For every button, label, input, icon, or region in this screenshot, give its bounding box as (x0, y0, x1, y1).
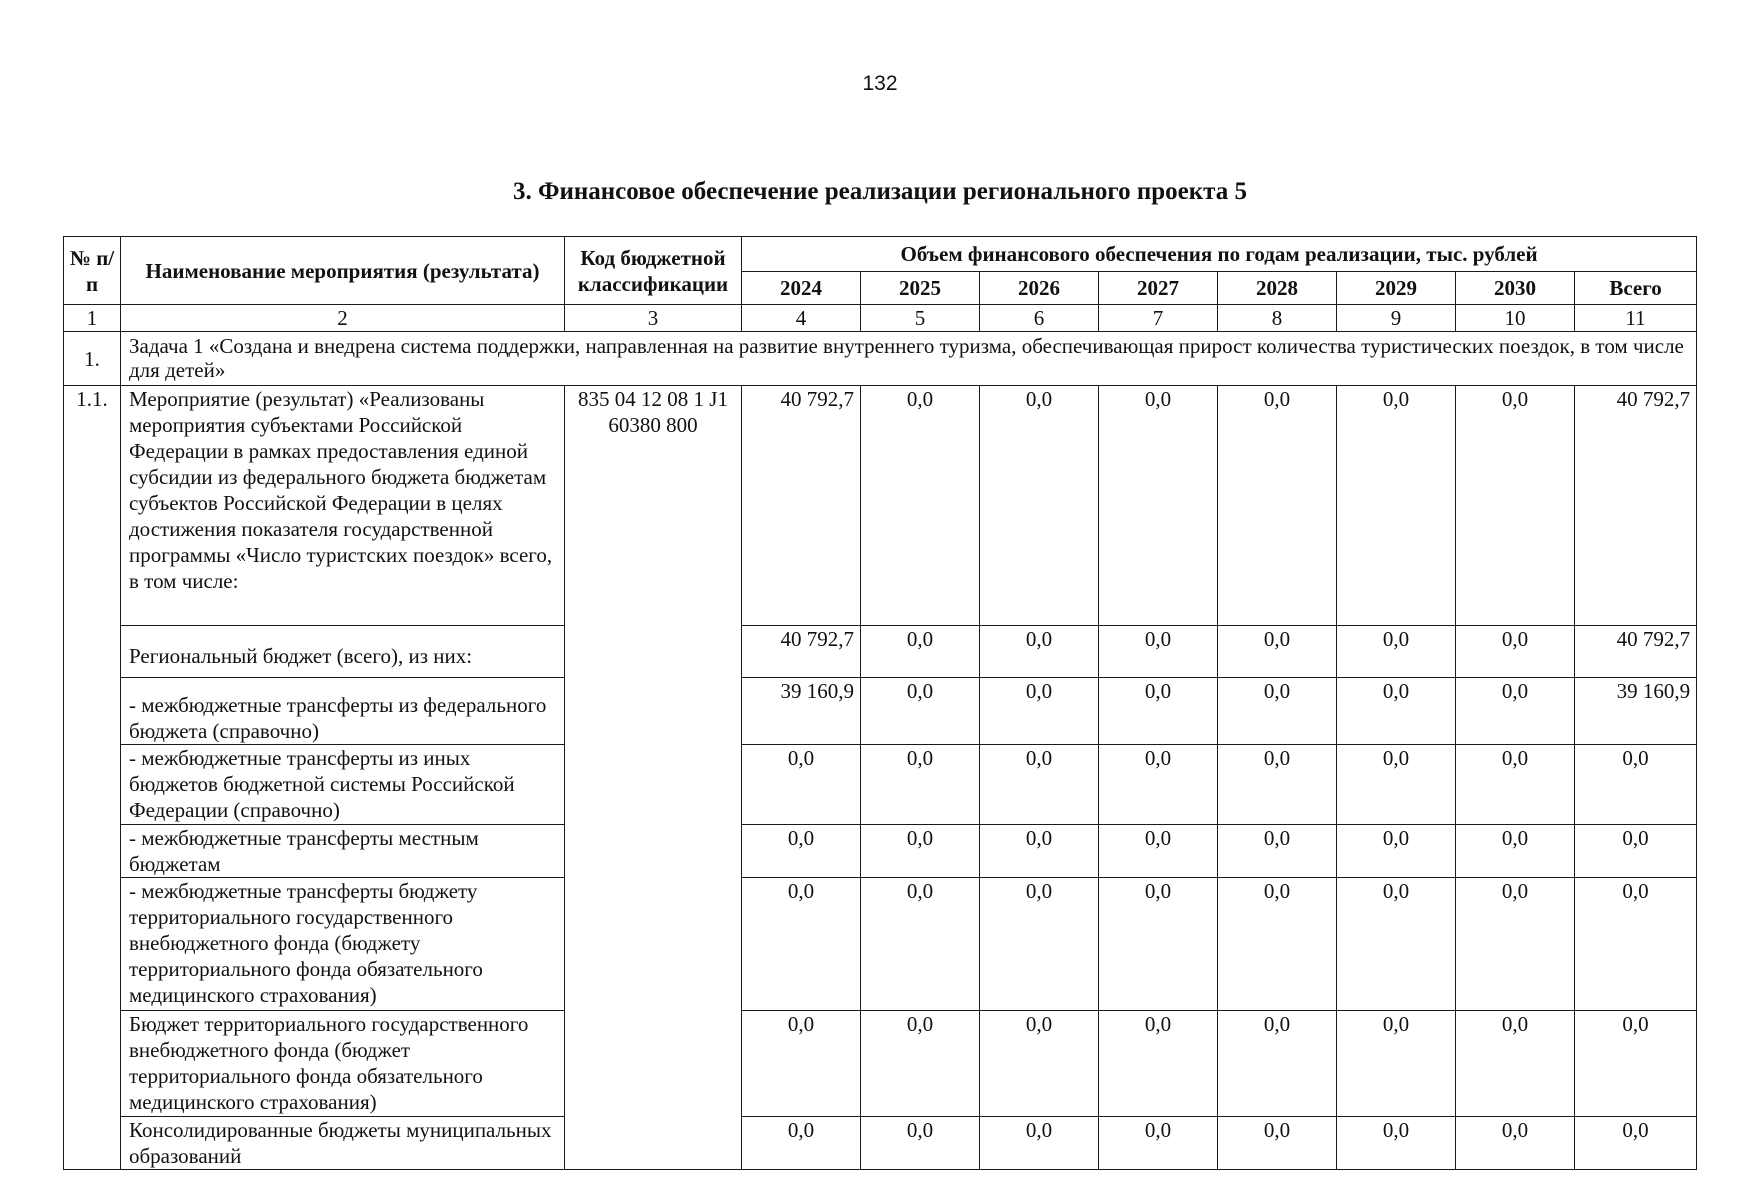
value-cell: 0,0 (980, 678, 1099, 745)
value-cell: 0,0 (1099, 1117, 1218, 1170)
value-cell: 40 792,7 (742, 626, 861, 678)
value-cell: 39 160,9 (742, 678, 861, 745)
column-number: 2 (121, 305, 565, 332)
document-title: 3. Финансовое обеспечение реализации регионального проекта 5 (512, 178, 1248, 205)
header-year: 2027 (1099, 272, 1218, 305)
value-cell: 0,0 (1337, 1011, 1456, 1117)
column-number: 9 (1337, 305, 1456, 332)
value-cell: 0,0 (1218, 678, 1337, 745)
header-year: 2029 (1337, 272, 1456, 305)
table-row (64, 825, 1697, 878)
financing-table (63, 236, 1697, 1170)
value-cell: 0,0 (980, 386, 1099, 626)
value-cell: 0,0 (1575, 878, 1697, 1011)
value-cell: 0,0 (1218, 825, 1337, 878)
column-number: 4 (742, 305, 861, 332)
task-text: Задача 1 «Создана и внедрена система поддержки, направленная на развитие внутреннего туризма, обеспечивающая прирост количества туристических поездок, в том числе для детей» (121, 332, 1697, 386)
value-cell: 0,0 (1575, 745, 1697, 825)
table-row (64, 678, 1697, 745)
row-name: Бюджет территориального государственного внебюджетного фонда (бюджет территориального фонда обязательного медицинского страхования) (121, 1011, 565, 1117)
value-cell: 0,0 (1218, 745, 1337, 825)
value-cell: 0,0 (1218, 1011, 1337, 1117)
value-cell: 0,0 (742, 1117, 861, 1170)
value-cell: 0,0 (980, 626, 1099, 678)
budget-code: 835 04 12 08 1 J1 60380 800 (565, 386, 742, 1170)
value-cell: 0,0 (1337, 878, 1456, 1011)
value-cell: 0,0 (861, 1011, 980, 1117)
value-cell: 0,0 (861, 878, 980, 1011)
column-number: 11 (1575, 305, 1697, 332)
value-cell: 0,0 (1337, 678, 1456, 745)
header-total: Всего (1575, 272, 1697, 305)
value-cell: 40 792,7 (1575, 386, 1697, 626)
value-cell: 0,0 (1337, 825, 1456, 878)
value-cell: 0,0 (1099, 1011, 1218, 1117)
task-number: 1. (64, 332, 121, 386)
row-name: - межбюджетные трансферты из федерального бюджета (справочно) (121, 678, 565, 745)
header-year: 2030 (1456, 272, 1575, 305)
value-cell: 0,0 (742, 825, 861, 878)
column-number: 8 (1218, 305, 1337, 332)
value-cell: 0,0 (861, 1117, 980, 1170)
value-cell: 0,0 (1456, 878, 1575, 1011)
row-name: - межбюджетные трансферты бюджету территориального государственного внебюджетного фонда (бюджету территориального фонда обязательного медицинского страхования) (121, 878, 565, 1011)
header-code: Код бюджетной классификации (565, 237, 742, 305)
value-cell: 0,0 (1218, 386, 1337, 626)
table-row (64, 386, 1697, 626)
row-name: - межбюджетные трансферты местным бюджетам (121, 825, 565, 878)
value-cell: 0,0 (1337, 1117, 1456, 1170)
header-name: Наименование мероприятия (результата) (121, 237, 565, 305)
column-number: 5 (861, 305, 980, 332)
header-year: 2024 (742, 272, 861, 305)
value-cell: 0,0 (1456, 1117, 1575, 1170)
table-row (64, 878, 1697, 1011)
value-cell: 0,0 (1575, 1011, 1697, 1117)
value-cell: 0,0 (1575, 825, 1697, 878)
value-cell: 0,0 (1337, 626, 1456, 678)
value-cell: 0,0 (742, 878, 861, 1011)
value-cell: 0,0 (1575, 1117, 1697, 1170)
value-cell: 0,0 (980, 745, 1099, 825)
value-cell: 0,0 (980, 1117, 1099, 1170)
value-cell: 0,0 (1456, 678, 1575, 745)
task-row (64, 332, 1697, 386)
table-row (64, 626, 1697, 678)
value-cell: 0,0 (1099, 386, 1218, 626)
measure-number: 1.1. (64, 386, 121, 1170)
column-number: 6 (980, 305, 1099, 332)
value-cell: 0,0 (1099, 678, 1218, 745)
page-number: 132 (862, 72, 898, 95)
header-num: № п/п (64, 237, 121, 305)
header-year: 2026 (980, 272, 1099, 305)
value-cell: 0,0 (980, 878, 1099, 1011)
column-number: 1 (64, 305, 121, 332)
value-cell: 40 792,7 (742, 386, 861, 626)
value-cell: 0,0 (1099, 626, 1218, 678)
row-name: Мероприятие (результат) «Реализованы мероприятия субъектами Российской Федерации в рамках предоставления единой субсидии из федерального бюджета бюджетам субъектов Российской Федерации в целях достижения показателя государственной программы «Число туристских поездок» всего, в том числе: (121, 386, 565, 626)
column-number: 7 (1099, 305, 1218, 332)
value-cell: 0,0 (1218, 878, 1337, 1011)
value-cell: 0,0 (1456, 386, 1575, 626)
table-row (64, 745, 1697, 825)
value-cell: 40 792,7 (1575, 626, 1697, 678)
value-cell: 0,0 (1337, 745, 1456, 825)
value-cell: 39 160,9 (1575, 678, 1697, 745)
value-cell: 0,0 (861, 386, 980, 626)
value-cell: 0,0 (742, 745, 861, 825)
column-number: 10 (1456, 305, 1575, 332)
header-volume: Объем финансового обеспечения по годам реализации, тыс. рублей (742, 237, 1697, 272)
value-cell: 0,0 (1218, 626, 1337, 678)
column-number: 3 (565, 305, 742, 332)
value-cell: 0,0 (742, 1011, 861, 1117)
row-name: Консолидированные бюджеты муниципальных образований (121, 1117, 565, 1170)
header-year: 2028 (1218, 272, 1337, 305)
value-cell: 0,0 (980, 825, 1099, 878)
value-cell: 0,0 (1218, 1117, 1337, 1170)
value-cell: 0,0 (1099, 825, 1218, 878)
header-year: 2025 (861, 272, 980, 305)
value-cell: 0,0 (1099, 745, 1218, 825)
value-cell: 0,0 (861, 825, 980, 878)
value-cell: 0,0 (861, 626, 980, 678)
value-cell: 0,0 (1456, 825, 1575, 878)
value-cell: 0,0 (861, 678, 980, 745)
value-cell: 0,0 (1456, 626, 1575, 678)
value-cell: 0,0 (1456, 745, 1575, 825)
table-row (64, 1011, 1697, 1117)
table-row (64, 1117, 1697, 1170)
value-cell: 0,0 (861, 745, 980, 825)
value-cell: 0,0 (1337, 386, 1456, 626)
row-name: Региональный бюджет (всего), из них: (121, 626, 565, 678)
value-cell: 0,0 (1099, 878, 1218, 1011)
value-cell: 0,0 (980, 1011, 1099, 1117)
row-name: - межбюджетные трансферты из иных бюджетов бюджетной системы Российской Федерации (справочно) (121, 745, 565, 825)
column-number-row (64, 305, 1697, 332)
value-cell: 0,0 (1456, 1011, 1575, 1117)
